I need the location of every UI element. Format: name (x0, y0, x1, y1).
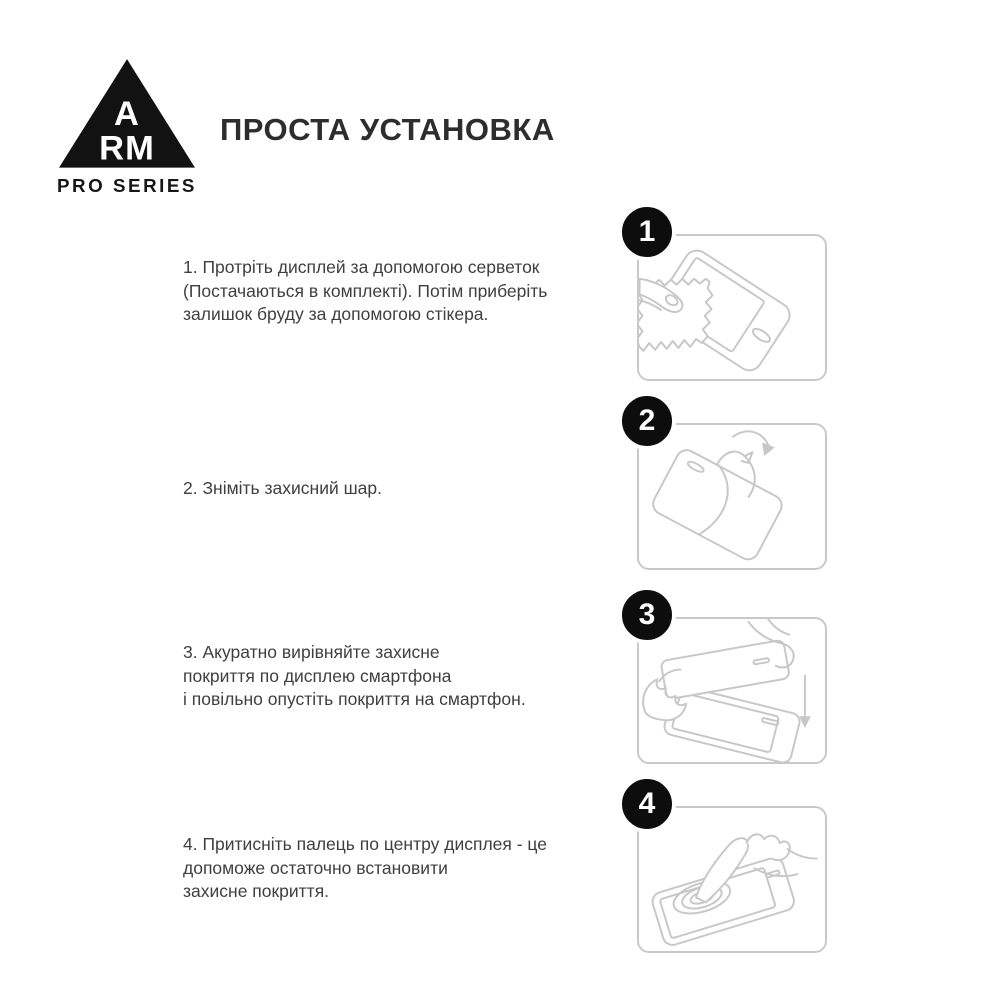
step-3-number: 3 (638, 598, 656, 631)
step-2-text (183, 477, 382, 501)
step-1-illustration-frame (637, 234, 827, 381)
step-2-illustration-frame (637, 423, 827, 570)
step-2-number-badge (618, 392, 676, 450)
peel-protective-layer-icon (639, 425, 825, 568)
step-4-line-2: допоможе остаточно встановити (183, 857, 448, 878)
step-4-number: 4 (638, 787, 656, 820)
step-1-line-1: 1. Протріть дисплей за допомогою серветок (183, 257, 540, 277)
step-3-line-2: покриття по дисплею смартфона (183, 665, 452, 686)
step-1-line-2: (Постачаються в комплекті). Потім приберіть (183, 280, 548, 301)
logo-letter-a: A (114, 95, 140, 133)
align-glass-over-phone-icon (639, 619, 825, 762)
step-4-line-3: захисне покриття. (183, 881, 330, 901)
wipe-phone-with-cloth-icon (639, 236, 825, 379)
step-3-line-3: і повільно опустіть покриття на смартфон. (183, 689, 526, 709)
step-1-number: 1 (638, 215, 656, 248)
step-3-number-badge (618, 586, 676, 644)
step-4-illustration-frame (637, 806, 827, 953)
step-3-illustration-frame (637, 617, 827, 764)
step-3-line-1: 3. Акуратно вирівняйте захисне (183, 642, 440, 662)
step-1-text (183, 256, 547, 327)
logo-subtitle: PRO SERIES (57, 174, 197, 196)
step-1-number-badge (618, 203, 676, 261)
page-title: ПРОСТА УСТАНОВКА (220, 112, 555, 147)
logo-letters-rm: RM (99, 129, 155, 168)
step-3-text (183, 641, 526, 712)
step-2-line-1: 2. Зніміть захисний шар. (183, 478, 382, 498)
step-2-number: 2 (638, 404, 656, 437)
step-4-line-1: 4. Притисніть палець по центру дисплея - це (183, 834, 547, 854)
step-4-number-badge (618, 775, 676, 833)
arm-pro-series-logo-icon (56, 54, 198, 196)
step-1-line-3: залишок бруду за допомогою стікера. (183, 304, 489, 324)
step-4-text (183, 833, 547, 904)
press-finger-on-display-icon (639, 808, 825, 951)
